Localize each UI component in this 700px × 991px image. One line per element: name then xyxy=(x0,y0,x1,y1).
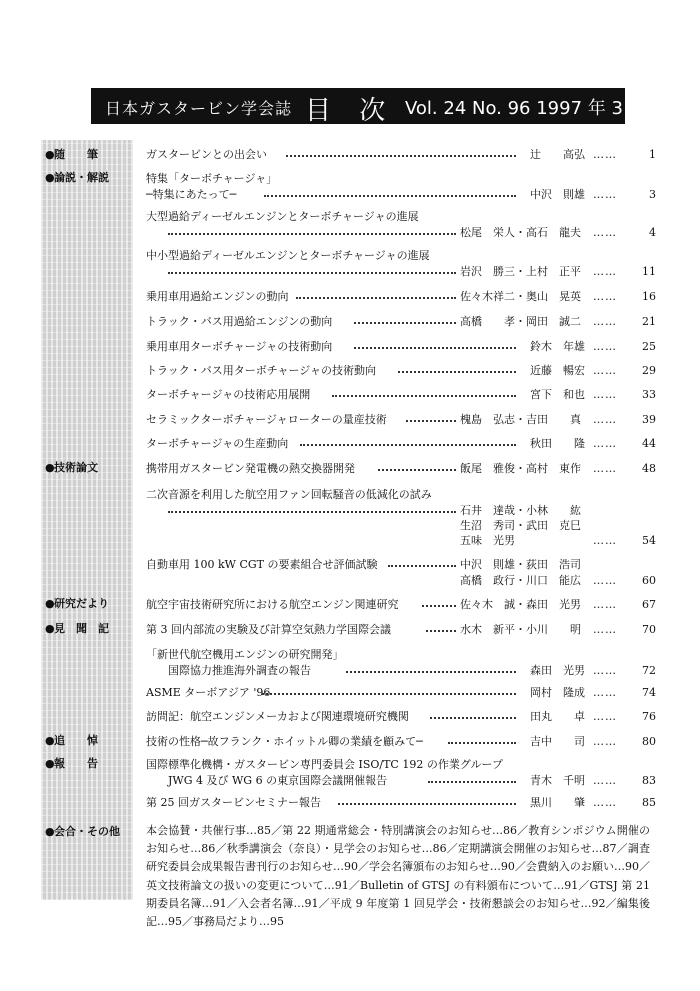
page-dots: …… xyxy=(593,265,617,278)
category-label: ●研究だより xyxy=(45,597,109,610)
entry-title: ターボチャージャの生産動向 xyxy=(146,437,289,450)
entry-title: 国際標準化機構・ガスタービン専門委員会 ISO/TC 192 の作業グループ xyxy=(146,758,503,771)
entry-page: 25 xyxy=(642,340,656,353)
page-dots: …… xyxy=(593,226,617,239)
entry-authors: 水木 新平・小川 明 xyxy=(460,623,581,636)
entry-title: 第 3 回内部流の実験及び計算空気熱力学国際会議 xyxy=(146,623,391,636)
leader-dots xyxy=(338,803,516,805)
entry-page: 29 xyxy=(642,364,656,377)
leader-dots xyxy=(346,671,516,673)
entry-page: 33 xyxy=(642,388,656,401)
page-dots: …… xyxy=(593,664,617,677)
issue-info: Vol. 24 No. 96 1997 年 3 月 xyxy=(405,98,623,145)
leader-dots xyxy=(300,444,516,446)
entry-page: 48 xyxy=(642,462,656,475)
entry-page: 54 xyxy=(642,534,656,547)
entry-subtitle: ─特集にあたって─ xyxy=(146,188,237,201)
page-dots: …… xyxy=(593,364,617,377)
entry-authors: 飯尾 雅俊・高村 東作 xyxy=(460,462,581,475)
leader-dots xyxy=(422,605,456,607)
page-dots: …… xyxy=(593,413,617,426)
entry-authors: 中沢 則雄・荻田 浩司 xyxy=(460,558,581,571)
entry-page: 74 xyxy=(642,686,656,699)
entry-title: 自動車用 100 kW CGT の要素組合せ評価試験 xyxy=(146,558,378,571)
entry-title: 中小型過給ディーゼルエンジンとターボチャージャの進展 xyxy=(146,249,430,262)
leader-dots xyxy=(354,347,516,349)
entry-title: トラック・バス用過給エンジンの動向 xyxy=(146,315,333,328)
page-dots: …… xyxy=(593,534,617,547)
page-dots: …… xyxy=(593,315,617,328)
entry-subtitle: 国際協力推進海外調査の報告 xyxy=(168,664,311,677)
leader-dots xyxy=(388,565,456,567)
page-dots: …… xyxy=(593,437,617,450)
entry-page: 39 xyxy=(642,413,656,426)
entry-authors: 松尾 栄人・高石 龍夫 xyxy=(460,226,581,239)
entry-title: ASME ターボアジア '96 xyxy=(146,686,271,699)
page-dots: …… xyxy=(593,388,617,401)
category-label: ●見 聞 記 xyxy=(45,622,109,635)
entry-page: 70 xyxy=(642,623,656,636)
entry-authors: 岩沢 勝三・上村 正平 xyxy=(460,265,581,278)
entry-title: セラミックターボチャージャローターの量産技術 xyxy=(146,413,387,426)
category-label: ●会合・その他 xyxy=(45,825,120,838)
category-label: ●随 筆 xyxy=(45,148,98,161)
page-dots: …… xyxy=(593,188,617,201)
journal-title: 日本ガスタービン学会誌 xyxy=(105,99,293,118)
category-label: ●追 悼 xyxy=(45,734,98,747)
entry-title: 大型過給ディーゼルエンジンとターボチャージャの進展 xyxy=(146,210,419,223)
leader-dots xyxy=(430,717,516,719)
page-dots: …… xyxy=(593,340,617,353)
entry-title: 乗用車用ターボチャージャの技術動向 xyxy=(146,340,333,353)
page-dots: …… xyxy=(593,735,617,748)
entry-page: 80 xyxy=(642,735,656,748)
entry-title: 技術の性格─故フランク・ホイットル卿の業績を顧みて─ xyxy=(146,735,423,748)
entry-authors: 辻 高弘 xyxy=(530,148,585,161)
leader-dots xyxy=(168,272,456,274)
leader-dots xyxy=(406,420,456,422)
entry-authors: 生沼 秀司・武田 克巳 xyxy=(460,519,581,532)
entry-page: 21 xyxy=(642,315,656,328)
leader-dots xyxy=(332,395,516,397)
entry-title: 訪問記：航空エンジンメーカおよび関連環境研究機関 xyxy=(146,710,409,723)
entry-page: 44 xyxy=(642,437,656,450)
page-dots: …… xyxy=(593,774,617,787)
leader-dots xyxy=(354,322,456,324)
entry-authors: 秋田 隆 xyxy=(530,437,585,450)
page-dots: …… xyxy=(593,623,617,636)
entry-authors: 岡村 隆成 xyxy=(530,686,585,699)
leader-dots xyxy=(428,781,516,783)
entry-title: トラック・バス用ターボチャージャの技術動向 xyxy=(146,364,377,377)
leader-dots xyxy=(378,469,456,471)
entry-title: ガスタービンとの出会い xyxy=(146,148,267,161)
entry-page: 83 xyxy=(642,774,656,787)
page-dots: …… xyxy=(593,574,617,587)
page-dots: …… xyxy=(593,710,617,723)
leader-dots xyxy=(168,233,456,235)
entry-page: 3 xyxy=(649,188,656,201)
entry-authors: 田丸 卓 xyxy=(530,710,585,723)
entry-authors: 森田 光男 xyxy=(530,664,585,677)
entry-authors: 槐島 弘志・吉田 真 xyxy=(460,413,581,426)
entry-authors: 青木 千明 xyxy=(530,774,585,787)
entry-authors: 黒川 肇 xyxy=(530,796,585,809)
leader-dots xyxy=(398,371,516,373)
leader-dots xyxy=(448,742,516,744)
category-label: ●論説・解説 xyxy=(45,171,109,184)
category-label: ●技術論文 xyxy=(45,461,98,474)
entry-authors: 鈴木 年雄 xyxy=(530,340,585,353)
entry-page: 1 xyxy=(649,148,656,161)
entry-authors: 高橋 孝・岡田 誠二 xyxy=(460,315,581,328)
entry-title: 携帯用ガスタービン発電機の熱交換器開発 xyxy=(146,462,355,475)
entry-authors: 五味 光男 xyxy=(460,534,515,547)
entry-authors: 吉中 司 xyxy=(530,735,585,748)
page-dots: …… xyxy=(593,462,617,475)
toc-heading: 目 次 xyxy=(305,96,396,126)
entry-title: 航空宇宙技術研究所における航空エンジン関連研究 xyxy=(146,598,399,611)
entry-page: 85 xyxy=(642,796,656,809)
entry-authors: 高橋 政行・川口 能広 xyxy=(460,574,581,587)
misc-announcements: 本会協賛・共催行事…85／第 22 期通常総会・特別講演会のお知らせ…86／教育シンポジウム開催のお知らせ…86／秋季講演会（奈良）・見学会のお知らせ…86／定期講演会開催のお知らせ…87／調査研究委員会成果報告書刊行のお知らせ…90／学会名簿頒布のお知らせ…90／会費納入のお願い…90／英文技術論文の扱いの変更について…91／Bulletin of GTSJ の有料頒布について…91／GTSJ 第 21 期委員名簿…91／入会者名簿…91／平成 9 年度第 1 回見学会・技術懇談会のお知らせ…92／編集後記…95／事務局だより…95 xyxy=(146,824,650,929)
leader-dots xyxy=(168,511,456,513)
entry-page: 67 xyxy=(642,598,656,611)
entry-title: ターボチャージャの技術応用展開 xyxy=(146,388,311,401)
entry-title: 乗用車用過給エンジンの動向 xyxy=(146,290,289,303)
leader-dots xyxy=(296,297,456,299)
entry-authors: 佐々木 誠・森田 光男 xyxy=(460,598,581,611)
entry-page: 11 xyxy=(642,265,656,278)
entry-subtitle: JWG 4 及び WG 6 の東京国際会議開催報告 xyxy=(168,774,388,787)
entry-page: 16 xyxy=(642,290,656,303)
category-label: ●報 告 xyxy=(45,757,98,770)
category-band xyxy=(41,140,133,900)
entry-authors: 近藤 暢宏 xyxy=(530,364,585,377)
entry-page: 72 xyxy=(642,664,656,677)
entry-page: 4 xyxy=(649,226,656,239)
page-dots: …… xyxy=(593,686,617,699)
entry-authors: 宮下 和也 xyxy=(530,388,585,401)
entry-page: 60 xyxy=(642,574,656,587)
entry-title: 第 25 回ガスタービンセミナー報告 xyxy=(146,796,321,809)
entry-title: 特集「ターボチャージャ」 xyxy=(146,172,278,185)
leader-dots xyxy=(264,195,516,197)
entry-authors: 佐々木祥二・奥山 晃英 xyxy=(460,290,581,303)
header-bar xyxy=(91,88,625,145)
leader-dots xyxy=(286,155,516,157)
page-dots: …… xyxy=(593,598,617,611)
entry-authors: 石井 達哉・小林 紘 xyxy=(460,504,581,517)
leader-dots xyxy=(262,693,516,695)
entry-authors: 中沢 則雄 xyxy=(530,188,585,201)
entry-title: 「新世代航空機用エンジンの研究開発」 xyxy=(146,648,344,661)
page-dots: …… xyxy=(593,148,617,161)
leader-dots xyxy=(426,630,456,632)
page-dots: …… xyxy=(593,796,617,809)
entry-title: 二次音源を利用した航空用ファン回転騒音の低減化の試み xyxy=(146,488,432,501)
page-dots: …… xyxy=(593,290,617,303)
entry-page: 76 xyxy=(642,710,656,723)
